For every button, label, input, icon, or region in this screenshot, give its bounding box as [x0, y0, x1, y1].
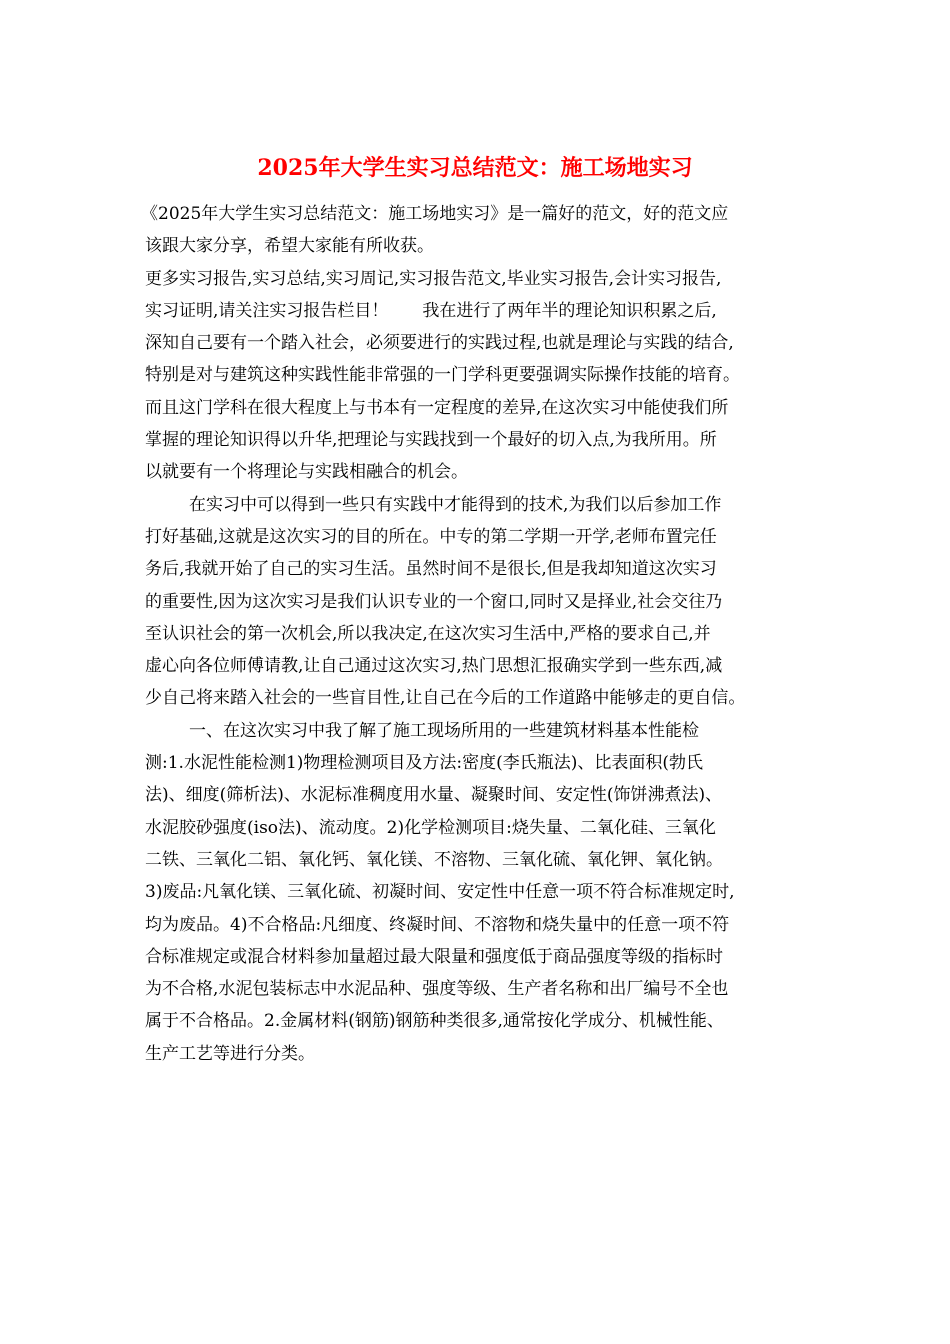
body-line: 为不合格,水泥包装标志中水泥品种、强度等级、生产者名称和出厂编号不全也	[145, 979, 729, 1000]
body-line: 生产工艺等进行分类。	[145, 1043, 315, 1064]
body-line: 《2025年大学生实习总结范文：施工场地实习》是一篇好的范文，好的范文应	[141, 204, 729, 224]
body-line: 务后,我就开始了自己的实习生活。虽然时间不是很长,但是我却知道这次实习	[145, 559, 717, 580]
body-line: 该跟大家分享，希望大家能有所收获。	[145, 236, 434, 257]
body-line: 掌握的理论知识得以升华,把理论与实践找到一个最好的切入点,为我所用。所	[145, 430, 717, 451]
body-line: 而且这门学科在很大程度上与书本有一定程度的差异,在这次实习中能使我们所	[145, 397, 729, 418]
body-line: 二铁、三氧化二铝、氧化钙、氧化镁、不溶物、三氧化硫、氧化钾、氧化钠。	[145, 849, 723, 870]
body-line: 实习证明,请关注实习报告栏目！ 我在进行了两年半的理论知识积累之后,	[145, 300, 717, 321]
body-line: 属于不合格品。2.金属材料(钢筋)钢筋种类很多,通常按化学成分、机械性能、	[145, 1011, 724, 1032]
body-line: 的重要性,因为这次实习是我们认识专业的一个窗口,同时又是择业,社会交往乃	[145, 591, 723, 612]
body-line: 打好基础,这就是这次实习的目的所在。中专的第二学期一开学,老师布置完任	[145, 526, 717, 547]
body-line: 3)废品:凡氧化镁、三氧化硫、初凝时间、安定性中任意一项不符合标准规定时,	[145, 882, 735, 903]
body-line: 虚心向各位师傅请教,让自己通过这次实习,热门思想汇报确实学到一些东西,减	[145, 656, 723, 677]
body-line: 法)、细度(筛析法)、水泥标准稠度用水量、凝聚时间、安定性(饰饼沸煮法)、	[145, 785, 723, 806]
body-line: 测:1.水泥性能检测1)物理检测项目及方法:密度(李氏瓶法)、比表面积(勃氏	[145, 753, 704, 774]
body-line: 均为废品。4)不合格品:凡细度、终凝时间、不溶物和烧失量中的任意一项不符	[145, 914, 730, 935]
body-line: 以就要有一个将理论与实践相融合的机会。	[145, 462, 468, 483]
body-line: 至认识社会的第一次机会,所以我决定,在这次实习生活中,严格的要求自己,并	[145, 623, 711, 644]
body-line: 合标准规定或混合材料参加量超过最大限量和强度低于商品强度等级的指标时	[145, 946, 723, 967]
body-line: 水泥胶砂强度(iso法)、流动度。2)化学检测项目:烧失量、二氧化硅、三氧化	[145, 817, 716, 838]
document-title: 2025年大学生实习总结范文：施工场地实习	[257, 155, 693, 181]
paragraph-start-line: 一、在这次实习中我了解了施工现场所用的一些建筑材料基本性能检	[189, 720, 699, 741]
body-line: 深知自己要有一个踏入社会，必须要进行的实践过程,也就是理论与实践的结合,	[145, 333, 734, 354]
body-line: 特别是对与建筑这种实践性能非常强的一门学科更要强调实际操作技能的培育。	[145, 365, 740, 386]
body-line: 更多实习报告,实习总结,实习周记,实习报告范文,毕业实习报告,会计实习报告,	[145, 268, 722, 289]
paragraph-start-line: 在实习中可以得到一些只有实践中才能得到的技术,为我们以后参加工作	[189, 494, 722, 515]
body-line: 少自己将来踏入社会的一些盲目性,让自己在今后的工作道路中能够走的更自信。	[145, 688, 746, 709]
document-body	[141, 198, 825, 1070]
